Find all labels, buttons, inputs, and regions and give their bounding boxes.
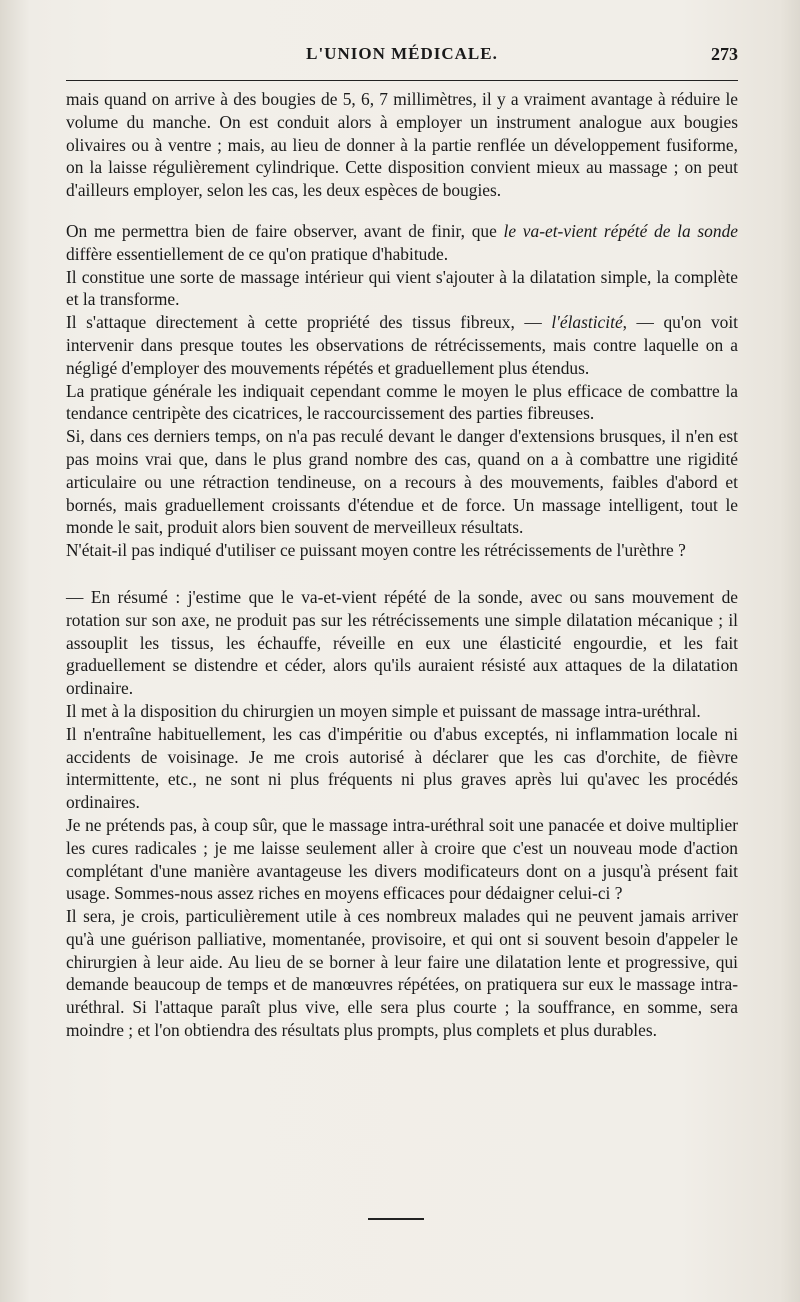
paragraph	[66, 700, 738, 723]
running-head: L'UNION MÉDICALE.	[306, 44, 498, 63]
paragraph	[66, 220, 738, 266]
paragraph	[66, 425, 738, 539]
paragraph-text: Il met à la disposition du chirurgien un moyen simple et puissant de massage intra-uréthral.	[66, 700, 701, 721]
paragraph-text: Il n'entraîne habituellement, les cas d'impéritie ou d'abus exceptés, ni inflammation locale ni accidents de voisinage. Je me crois autorisé à déclarer que les cas d'orchite, de fièvre intermittente, etc., ne sont ni plus fréquents ni plus graves après lui qu'avec les procédés ordinaires.	[66, 723, 738, 813]
paragraph-italic-text: l'élasticité	[551, 312, 623, 333]
paragraph	[66, 723, 738, 814]
page-header	[66, 44, 738, 74]
paragraph-text: Il constitue une sorte de massage intérieur qui vient s'ajouter à la dilatation simple, la complète et la transforme.	[66, 266, 738, 310]
paragraph	[66, 814, 738, 905]
paragraph-text: Il s'attaque directement à cette propriété des tissus fibreux, —	[66, 312, 552, 333]
body-text	[66, 88, 738, 1042]
paragraph-text: , — qu'on voit intervenir dans presque toutes les observations de rétrécissements, mais contre laquelle on a négligé d'employer des mouvements répétés et graduellement plus étendus.	[66, 312, 738, 378]
paragraph-text: mais quand on arrive à des bougies de 5, 6, 7 millimètres, il y a vraiment avantage à réduire le volume du manche. On est conduit alors à employer un instrument analogue aux bougies olivaires ou à ventre ; mais, au lieu de donner à la partie renflée un développement fusiforme, on la laisse régulièrement cylindrique. Cette disposition convient mieux au massage ; on peut d'ailleurs employer, selon les cas, les deux espèces de bougies.	[66, 89, 738, 201]
paragraph	[66, 311, 738, 379]
paragraph-text: Si, dans ces derniers temps, on n'a pas reculé devant le danger d'extensions brusques, il n'en est pas moins vrai que, dans le plus grand nombre des cas, quand on a à combattre une rigidité articulaire ou une rétraction tendineuse, on a recours à des mouvements, faibles d'abord et bornés, mais graduellement croissants d'étendue et de force. Un massage intelligent, tout le monde le sait, produit alors bien souvent de merveilleux résultats.	[66, 426, 738, 538]
paragraph	[66, 905, 738, 1042]
page-number: 273	[711, 44, 738, 64]
header-rule	[66, 80, 738, 81]
paragraph	[66, 266, 738, 312]
paragraph-text: On me permettra bien de faire observer, avant de finir, que	[66, 220, 504, 241]
end-rule	[368, 1218, 424, 1220]
paragraph	[66, 88, 738, 202]
paragraph-text: Il sera, je crois, particulièrement utile à ces nombreux malades qui ne peuvent jamais arriver qu'à une guérison palliative, momentanée, provisoire, et qui ont si souvent besoin d'appeler le chirurgien à leur aide. Au lieu de se borner à leur faire une dilatation lente et progressive, qui demande beaucoup de temps et de manœuvres répétées, on pratiquera sur eux le massage intra-uréthral. Si l'attaque paraît plus vive, elle sera plus courte ; la souffrance, en somme, sera moindre ; et l'on obtiendra des résultats plus prompts, plus complets et plus durables.	[66, 906, 738, 1041]
paragraph-text: La pratique générale les indiquait cependant comme le moyen le plus efficace de combattre la tendance centripète des cicatrices, le raccourcissement des parties fibreuses.	[66, 380, 738, 424]
paragraph-italic-text: le va-et-vient répété de la sonde	[503, 220, 738, 241]
paragraph-text: N'était-il pas indiqué d'utiliser ce puissant moyen contre les rétrécissements de l'urèthre ?	[66, 540, 686, 561]
paragraph	[66, 539, 738, 562]
paragraph	[66, 586, 738, 700]
paragraph-text: Je ne prétends pas, à coup sûr, que le massage intra-uréthral soit une panacée et doive multiplier les cures radicales ; je me laisse seulement aller à croire que c'est un nouveau mode d'action complétant d'une manière avantageuse les divers modificateurs dont on a jusqu'à présent fait usage. Sommes-nous assez riches en moyens efficaces pour dédaigner celui-ci ?	[66, 814, 738, 904]
paragraph-text: — En résumé : j'estime que le va-et-vient répété de la sonde, avec ou sans mouvement de rotation sur son axe, ne produit pas sur les rétrécissements une simple dilatation mécanique ; il assouplit les tissus, les échauffe, réveille en eux une élasticité engourdie, et les fait graduellement se distendre et céder, alors qu'ils auraient résisté aux attaques de la dilatation ordinaire.	[66, 586, 738, 699]
paragraph	[66, 380, 738, 426]
paragraph-text: diffère essentiellement de ce qu'on pratique d'habitude.	[66, 243, 449, 264]
